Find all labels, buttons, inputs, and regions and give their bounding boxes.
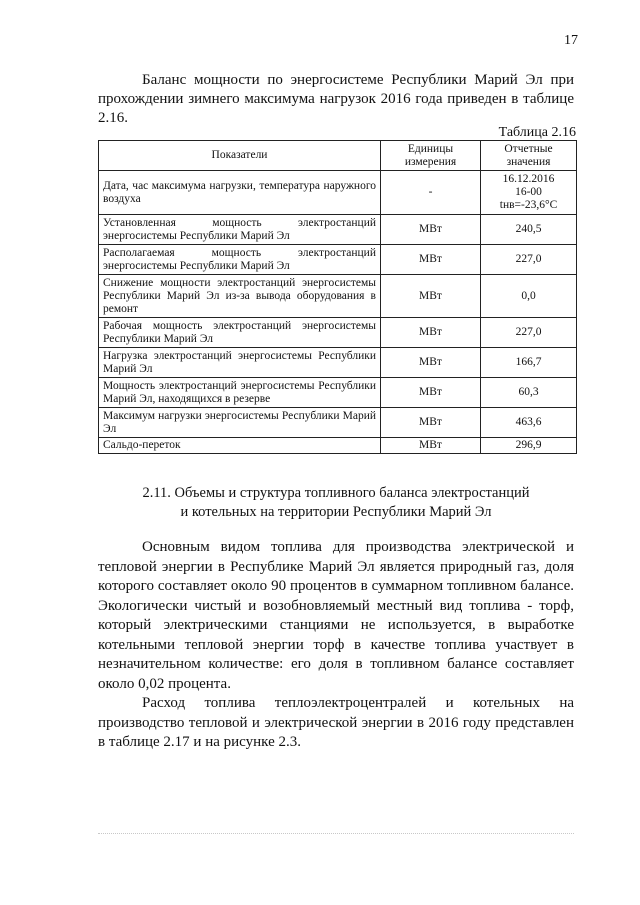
row-unit: МВт: [381, 348, 481, 378]
table-row: [99, 348, 577, 378]
row-unit: МВт: [381, 318, 481, 348]
header-indicators: Показатели: [99, 141, 381, 171]
power-balance-table: [98, 140, 577, 454]
row-unit: МВт: [381, 378, 481, 408]
intro-text: Баланс мощности по энергосистеме Республики Марий Эл при прохождении зимнего максимума нагрузок 2016 года приведен в таблице 2.16.: [98, 72, 574, 126]
table-row: [99, 275, 577, 318]
body-paragraph: [98, 538, 574, 694]
row-label: Установленная мощность электростанций энергосистемы Республики Марий Эл: [99, 215, 381, 245]
intro-paragraph: [98, 71, 574, 128]
header-units: Единицы измерения: [381, 141, 481, 171]
section-heading-line-2: и котельных на территории Республики Марий Эл: [180, 504, 492, 520]
table-row: [99, 408, 577, 438]
row-label: Мощность электростанций энергосистемы Республики Марий Эл, находящихся в резерве: [99, 378, 381, 408]
row-value: [481, 171, 577, 215]
table-row: [99, 171, 577, 215]
row-label: Рабочая мощность электростанций энергосистемы Республики Марий Эл: [99, 318, 381, 348]
row-label: Располагаемая мощность электростанций энергосистемы Республики Марий Эл: [99, 245, 381, 275]
footer-divider: [98, 833, 574, 834]
row-value: 166,7: [481, 348, 577, 378]
row-value: 60,3: [481, 378, 577, 408]
row-label: Снижение мощности электростанций энергосистемы Республики Марий Эл из-за вывода оборудования в ремонт: [99, 275, 381, 318]
section-body: [98, 538, 574, 753]
table-row: [99, 318, 577, 348]
section-heading-line-1: 2.11. Объемы и структура топливного баланса электростанций: [142, 485, 530, 501]
row-value: 296,9: [481, 438, 577, 454]
table-caption: Таблица 2.16: [498, 125, 576, 140]
row-value: 227,0: [481, 245, 577, 275]
row-label: Нагрузка электростанций энергосистемы Республики Марий Эл: [99, 348, 381, 378]
section-heading: [98, 484, 574, 522]
row-label: Дата, час максимума нагрузки, температура наружного воздуха: [99, 171, 381, 215]
table-row: [99, 438, 577, 454]
max-load-date: 16.12.2016: [502, 173, 555, 185]
row-unit: МВт: [381, 275, 481, 318]
row-value: 240,5: [481, 215, 577, 245]
table-row: [99, 215, 577, 245]
table-header-row: [99, 141, 577, 171]
paragraph-text: Расход топлива теплоэлектроцентралей и котельных на производство тепловой и электрической энергии в 2016 году представлен в таблице 2.17 и на рисунке 2.3.: [98, 695, 574, 750]
body-paragraph: [98, 694, 574, 753]
row-value: 0,0: [481, 275, 577, 318]
header-values: Отчетные значения: [481, 141, 577, 171]
row-unit: МВт: [381, 438, 481, 454]
table-row: [99, 378, 577, 408]
max-load-hour: 16-00: [515, 186, 542, 198]
table-row: [99, 245, 577, 275]
row-label: Максимум нагрузки энергосистемы Республики Марий Эл: [99, 408, 381, 438]
row-value: 463,6: [481, 408, 577, 438]
row-label: Сальдо-переток: [99, 438, 381, 454]
row-unit: -: [381, 171, 481, 215]
page-number: 17: [564, 33, 578, 48]
row-unit: МВт: [381, 408, 481, 438]
row-unit: МВт: [381, 245, 481, 275]
row-unit: МВт: [381, 215, 481, 245]
paragraph-text: Основным видом топлива для производства электрической и тепловой энергии в Республике Марий Эл является природный газ, доля которого составляет около 90 процентов в суммарном топливном балансе. Экологически чистый и возобновляемый местный вид топлива - торф, который электрическими станциями не используется, в выработке котельными тепловой энергии торф в качестве топлива участвует в незначительном количестве: его доля в топливном балансе составляет около 0,02 процента.: [98, 539, 574, 692]
row-value: 227,0: [481, 318, 577, 348]
outdoor-temperature: tнв=-23,6°С: [499, 199, 558, 211]
